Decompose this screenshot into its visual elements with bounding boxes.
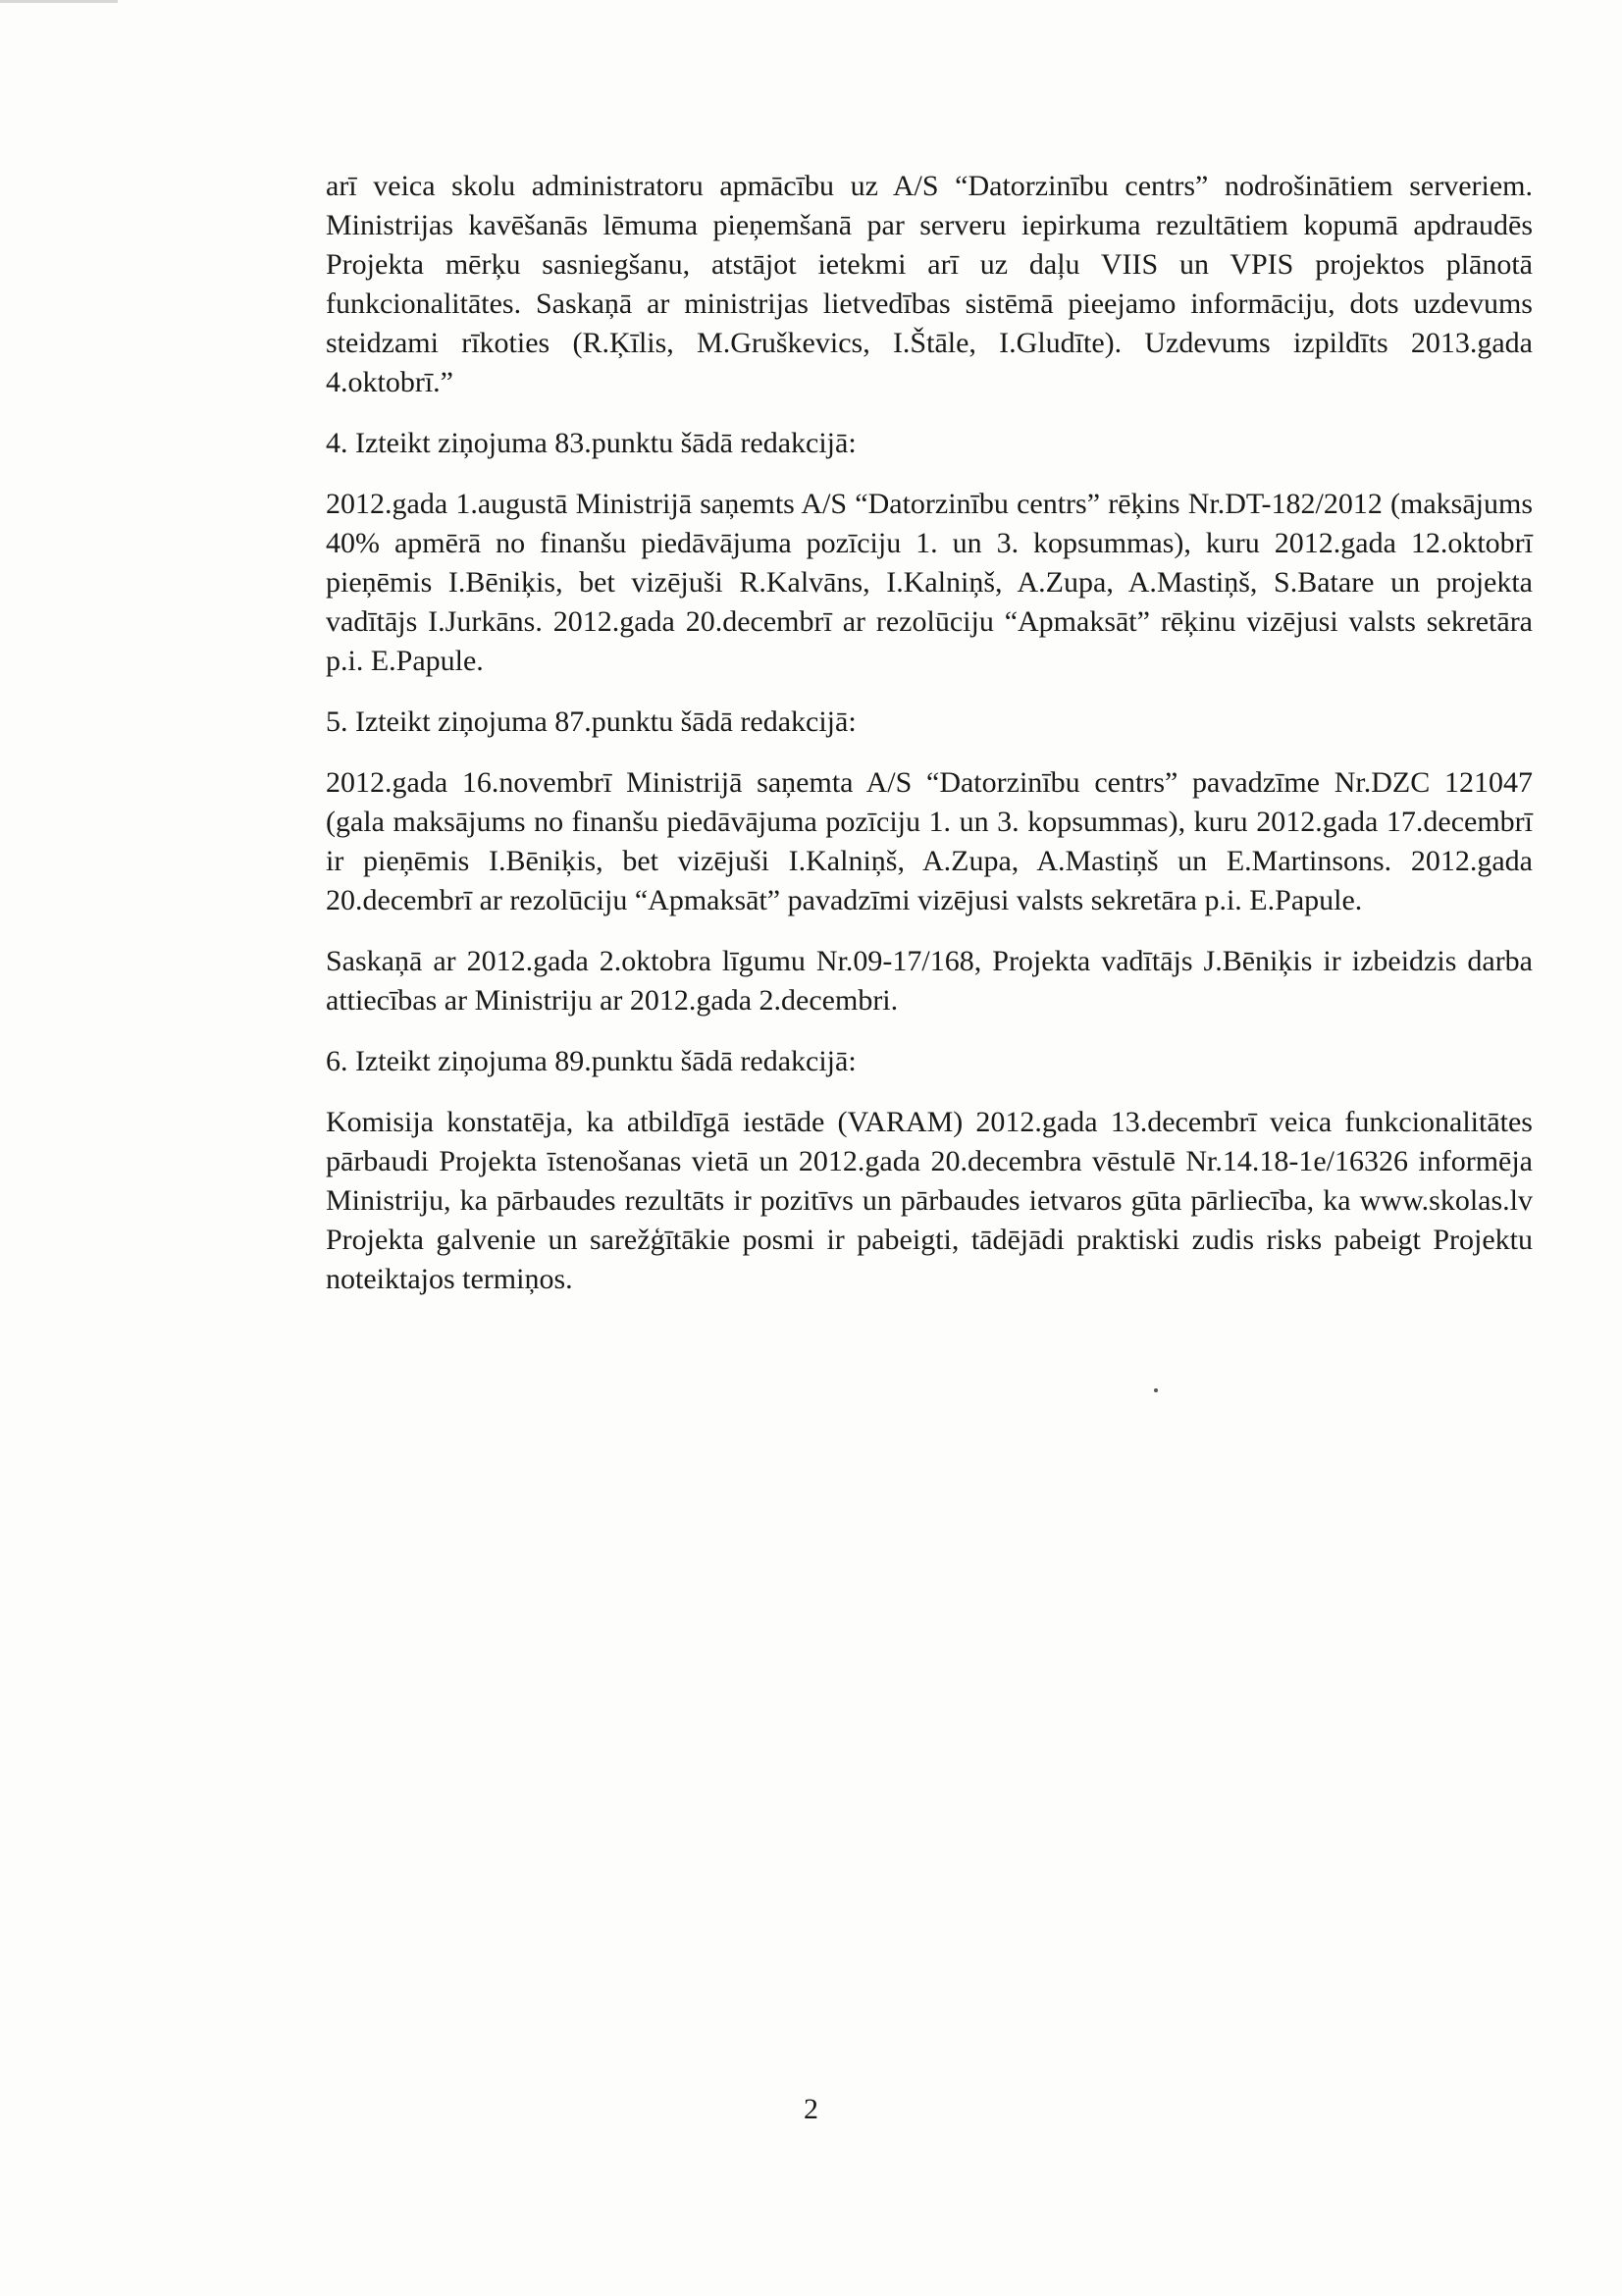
document-body [326,167,1533,1321]
section-heading-6: 6. Izteikt ziņojuma 89.punktu šādā redakcijā: [326,1045,857,1077]
paragraph-contract-note: Saskaņā ar 2012.gada 2.oktobra līgumu Nr.09-17/168, Projekta vadītājs J.Bēniķis ir izbeidzis darba attiecības ar Ministriju ar 2012.gada 2.decembri. [326,945,1533,1017]
page-number: 2 [804,2093,818,2125]
paragraph-point-89: Komisija konstatēja, ka atbildīgā iestāde (VARAM) 2012.gada 13.decembrī veica funkcionalitātes pārbaudi Projekta īstenošanas vietā un 2012.gada 20.decembra vēstulē Nr.14.18-1e/16326 informēja Ministriju, ka pārbaudes rezultāts ir pozitīvs un pārbaudes ietvaros gūta pārliecība, ka www.skolas.lv Projekta galvenie un sarežģītākie posmi ir pabeigti, tādējādi praktiski zudis risks pabeigt Projektu noteiktajos termiņos. [326,1106,1533,1295]
paragraph-point-87: 2012.gada 16.novembrī Ministrijā saņemta A/S “Datorzinību centrs” pavadzīme Nr.DZC 121047 (gala maksājums no finanšu piedāvājuma pozīciju 1. un 3. kopsummas), kuru 2012.gada 17.decembrī ir pieņēmis I.Bēniķis, bet vizējuši I.Kalniņš, A.Zupa, A.Mastiņš un E.Martinsons. 2012.gada 20.decembrī ar rezolūciju “Apmaksāt” pavadzīmi vizējusi valsts sekretāra p.i. E.Papule. [326,766,1533,916]
scan-speck [1154,1388,1158,1392]
section-heading-5: 5. Izteikt ziņojuma 87.punktu šādā redakcijā: [326,705,857,738]
scan-edge-mark [0,0,118,3]
section-heading-4: 4. Izteikt ziņojuma 83.punktu šādā redakcijā: [326,427,857,459]
paragraph-point-83: 2012.gada 1.augustā Ministrijā saņemts A/S “Datorzinību centrs” rēķins Nr.DT-182/2012 (maksājums 40% apmērā no finanšu piedāvājuma pozīciju 1. un 3. kopsummas), kuru 2012.gada 12.oktobrī pieņēmis I.Bēniķis, bet vizējuši R.Kalvāns, I.Kalniņš, A.Zupa, A.Mastiņš, S.Batare un projekta vadītājs I.Jurkāns. 2012.gada 20.decembrī ar rezolūciju “Apmaksāt” rēķinu vizējusi valsts sekretāra p.i. E.Papule. [326,488,1533,677]
paragraph-continuation: arī veica skolu administratoru apmācību uz A/S “Datorzinību centrs” nodrošinātiem serveriem. Ministrijas kavēšanās lēmuma pieņemšanā par serveru iepirkuma rezultātiem kopumā apdraudēs Projekta mērķu sasniegšanu, atstājot ietekmi arī uz daļu VIIS un VPIS projektos plānotā funkcionalitātes. Saskaņā ar ministrijas lietvedības sistēmā pieejamo informāciju, dots uzdevums steidzami rīkoties (R.Ķīlis, M.Gruškevics, I.Štāle, I.Gludīte). Uzdevums izpildīts 2013.gada 4.oktobrī.” [326,170,1533,398]
